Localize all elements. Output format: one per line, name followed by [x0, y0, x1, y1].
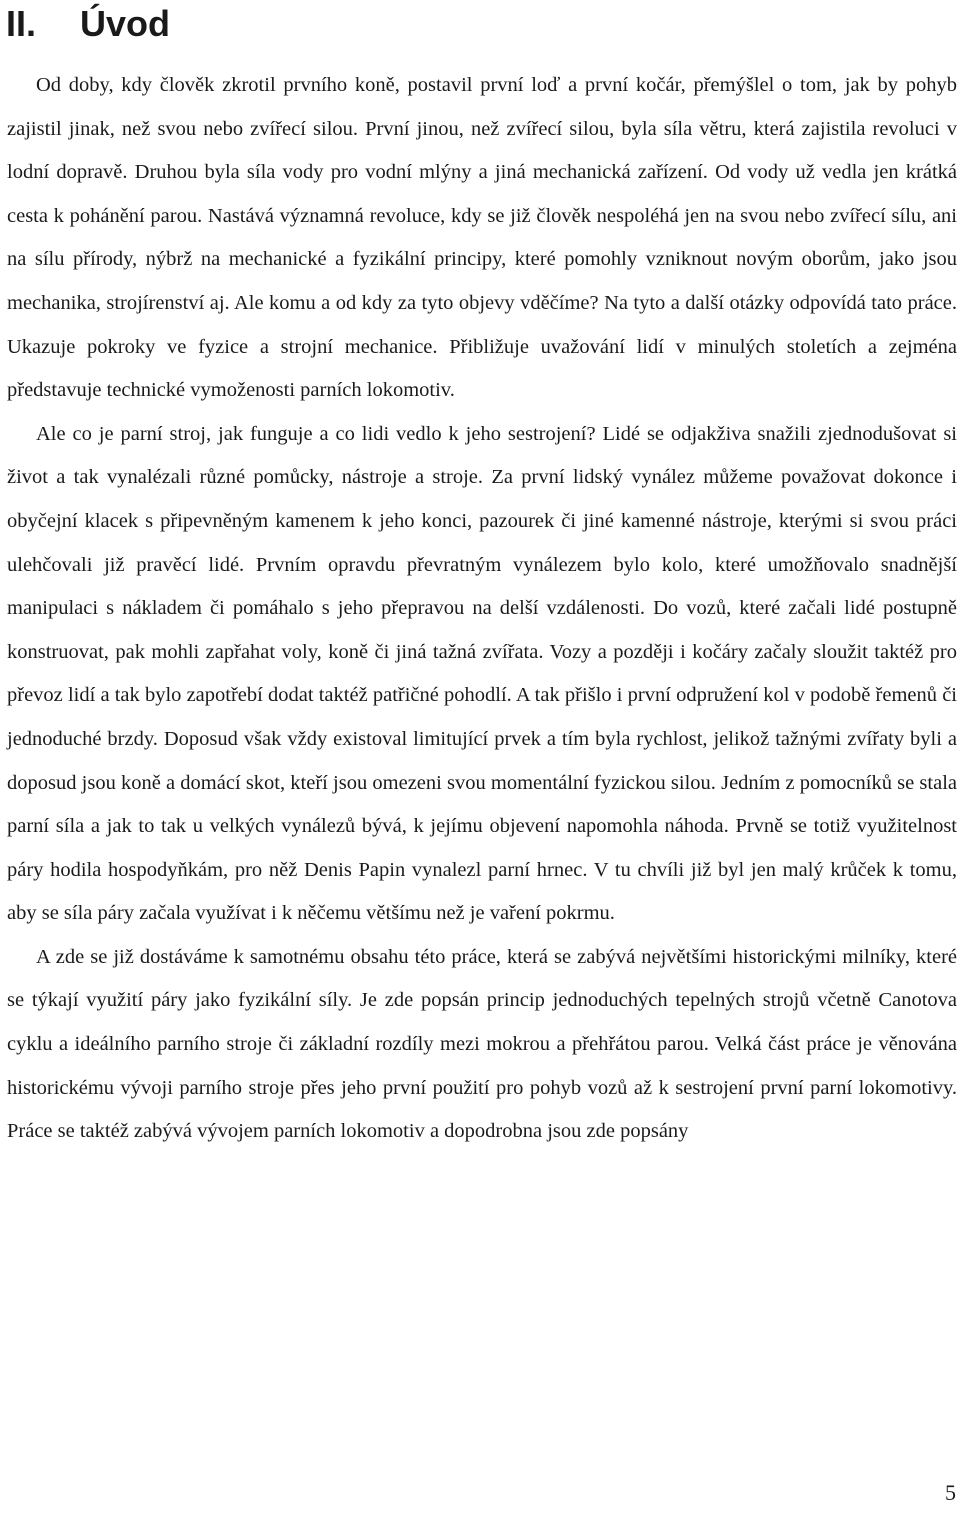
paragraph-1: Od doby, kdy člověk zkrotil prvního koně, postavil první loď a první kočár, přemýšlel o tom, jak by pohyb zajistil jinak, než svou nebo zvířecí silou. První jinou, než zvířecí silou, byla síla větru, která zajistila revoluci v lodní dopravě. Druhou byla síla vody pro vodní mlýny a jiná mechanická zařízení. Od vody už vedla jen krátká cesta k pohánění parou. Nastává významná revoluce, kdy se již člověk nespoléhá jen na svou nebo zvířecí sílu, ani na sílu přírody, nýbrž na mechanické a fyzikální principy, které pomohly vzniknout novým oborům, jako jsou mechanika, strojírenství aj. Ale komu a od kdy za tyto objevy vděčíme? Na tyto a další otázky odpovídá tato práce. Ukazuje pokroky ve fyzice a strojní mechanice. Přibližuje uvažování lidí v minulých stoletích a zejména představuje technické vymoženosti parních lokomotiv. — [7, 74, 957, 402]
section-title: Úvod — [80, 3, 170, 44]
section-number: II. — [6, 3, 37, 44]
paragraph-2: Ale co je parní stroj, jak funguje a co lidi vedlo k jeho sestrojení? Lidé se odjakživa snažili zjednodušovat si život a tak vynalézali různé pomůcky, nástroje a stroje. Za první lidský vynález můžeme považovat dokonce i obyčejní klacek s připevněným kamenem k jeho konci, pazourek či jiné kamenné nástroje, kterými si svou práci ulehčovali již pravěcí lidé. Prvním opravdu převratným vynálezem bylo kolo, které umožňovalo snadnější manipulaci s nákladem či pomáhalo s jeho přepravou na delší vzdálenosti. Do vozů, které začali lidé postupně konstruovat, pak mohli zapřahat voly, koně či jiná tažná zvířata. Vozy a později i kočáry začaly sloužit taktéž pro převoz lidí a tak bylo zapotřebí dodat taktéž patřičné pohodlí. A tak přišlo i první odpružení kol v podobě řemenů či jednoduché brzdy. Doposud však vždy existoval limitující prvek a tím byla rychlost, jelikož tažnými zvířaty byli a doposud jsou koně a domácí skot, kteří jsou omezeni svou momentální fyzickou silou. Jedním z pomocníků se stala parní síla a jak to tak u velkých vynálezů bývá, k jejímu objevení napomohla náhoda. Prvně se totiž využitelnost páry hodila hospodyňkám, pro něž Denis Papin vynalezl parní hrnec. V tu chvíli již byl jen malý krůček k tomu, aby se síla páry začala využívat i k něčemu většímu než je vaření pokrmu. — [7, 422, 957, 925]
section-heading — [6, 2, 170, 46]
paragraph-3: A zde se již dostáváme k samotnému obsahu této práce, která se zabývá největšími historickými milníky, které se týkají využití páry jako fyzikální síly. Je zde popsán princip jednoduchých tepelných strojů včetně Canotova cyklu a ideálního parního stroje či základní rozdíly mezi mokrou a přehřátou parou. Velká část práce je věnována historickému vývoji parního stroje přes jeho první použití pro pohyb vozů až k sestrojení první parní lokomotivy. Práce se taktéž zabývá vývojem parních lokomotiv a dopodrobna jsou zde popsány — [7, 945, 957, 1143]
page-number: 5 — [945, 1480, 956, 1505]
body-text — [7, 64, 957, 1154]
